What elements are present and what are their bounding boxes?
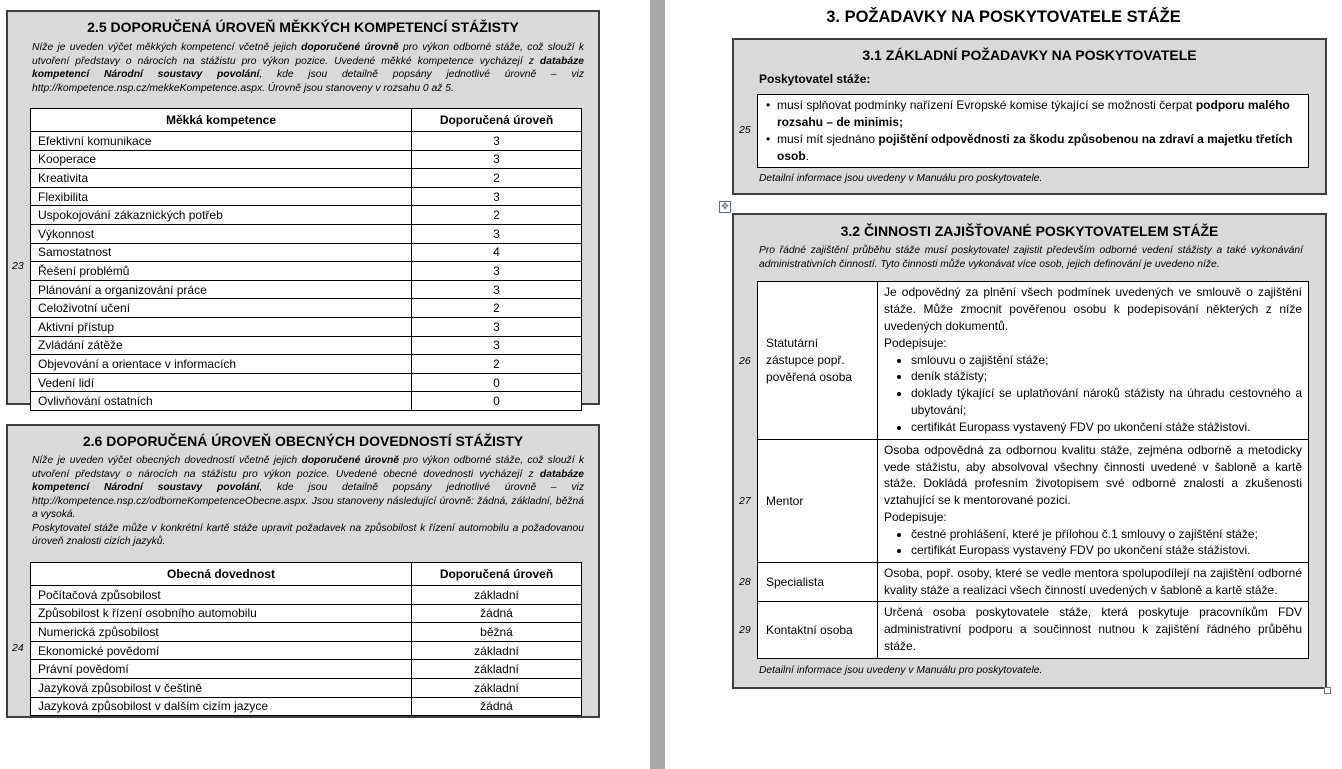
- table-row: [31, 678, 582, 697]
- general-skills-title: 2.6 DOPORUČENÁ ÚROVEŇ OBECNÝCH DOVEDNOSTÍ STÁŽISTY: [82, 433, 524, 449]
- skill-name: Zvládání zátěže: [31, 336, 412, 355]
- skill-level: 0: [412, 373, 582, 392]
- skill-level: žádná: [412, 697, 582, 716]
- basic-note: Detailní informace jsou uvedeny v Manuálu pro poskytovatele.: [759, 173, 1043, 184]
- skill-level: 0: [412, 392, 582, 411]
- skill-name: Plánování a organizování práce: [31, 280, 412, 299]
- text-run: .: [805, 149, 810, 163]
- general-skills-intro-2: Poskytovatel stáže může v konkrétní kartě stáže upravit požadavek na způsobilost k řízení automobilu a požadovanou úroveň znalosti cizích jazyků.: [32, 522, 584, 547]
- skill-level: 4: [412, 243, 582, 262]
- skill-level: 3: [412, 132, 582, 151]
- soft-skills-box: [6, 10, 600, 409]
- signs-list: [884, 352, 1302, 436]
- right-page: [665, 0, 1342, 769]
- table-row: [31, 623, 582, 642]
- emphasis-text: doporučené úrovně: [301, 455, 399, 466]
- skill-level: běžná: [412, 623, 582, 642]
- signs-list-item: • certifikát Europass vystavený FDV po ukončení stáže stážistovi.: [911, 542, 1302, 559]
- table-row: [31, 641, 582, 660]
- skill-name: Flexibilita: [31, 187, 412, 206]
- skill-level: základní: [412, 641, 582, 660]
- skill-level: 2: [412, 206, 582, 225]
- signs-list-item: • deník stážisty;: [911, 368, 1302, 385]
- signs-list-item: • čestné prohlášení, které je přílohou č.1 smlouvy o zajištění stáže;: [911, 526, 1302, 543]
- requirement-item: [766, 97, 1300, 131]
- table-row: [31, 132, 582, 151]
- basic-requirements-box: [732, 38, 1327, 195]
- activities-note: Detailní informace jsou uvedeny v Manuálu pro poskytovatele.: [759, 665, 1043, 676]
- role-desc-text: Určená osoba poskytovatele stáže, která poskytuje pracovníkům FDV administrativní podporu a součinnost nutnou k zajištění řádného průběhu stáže.: [884, 605, 1302, 653]
- col-header-level: Doporučená úroveň: [412, 563, 582, 586]
- table-row: [31, 336, 582, 355]
- skill-name: Kooperace: [31, 150, 412, 169]
- activities-box: [732, 213, 1327, 689]
- skill-level: základní: [412, 586, 582, 605]
- table-row: [31, 206, 582, 225]
- role-description: [878, 440, 1309, 563]
- row-number: 24: [12, 642, 24, 654]
- skill-name: Způsobilost k řízení osobního automobilu: [31, 604, 412, 623]
- skill-level: 3: [412, 317, 582, 336]
- row-number: 25: [739, 124, 751, 136]
- signs-label: Podepisuje:: [884, 509, 947, 524]
- role-name: Specialista: [758, 563, 878, 602]
- chapter-title: 3. POŽADAVKY NA POSKYTOVATELE STÁŽE: [826, 8, 1181, 26]
- requirement-item: [766, 131, 1300, 165]
- skill-name: Ovlivňování ostatních: [31, 392, 412, 411]
- text-run: pro výkon odborné stáže, což slouží k utvoření představy o nárocích na stážistu pro výkon pozice. Uvedené měkké kompetence vycházejí z: [32, 42, 585, 67]
- table-row: [31, 660, 582, 679]
- general-skills-table: [30, 562, 582, 716]
- emphasis-text: databáze kompetencí Národní soustavy povolání: [32, 468, 584, 493]
- table-row: [31, 243, 582, 262]
- skill-level: žádná: [412, 604, 582, 623]
- skill-level: 2: [412, 355, 582, 374]
- col-header-skill: Obecná dovednost: [31, 563, 412, 586]
- resize-handle-icon[interactable]: [1324, 687, 1331, 694]
- general-skills-intro: [32, 454, 584, 522]
- skill-name: Samostatnost: [31, 243, 412, 262]
- signs-list: [884, 526, 1302, 560]
- skill-name: Efektivní komunikace: [31, 132, 412, 151]
- emphasis-text: podporu malého rozsahu – de minimis;: [777, 98, 1290, 129]
- col-header-skill: Měkká kompetence: [31, 109, 412, 132]
- role-description: [878, 602, 1309, 659]
- basic-requirements-title: 3.1 ZÁKLADNÍ POŽADAVKY NA POSKYTOVATELE: [862, 47, 1197, 63]
- skill-level: 3: [412, 262, 582, 281]
- signs-list-item: • certifikát Europass vystavený FDV po ukončení stáže stážistovi.: [911, 419, 1302, 436]
- skill-name: Počítačová způsobilost: [31, 586, 412, 605]
- text-run: musí splňovat podmínky nařízení Evropské komise týkající se možnosti čerpat: [777, 98, 1196, 112]
- skill-name: Numerická způsobilost: [31, 623, 412, 642]
- soft-skills-table: [30, 108, 582, 411]
- activities-title: 3.2 ČINNOSTI ZAJIŠŤOVANÉ POSKYTOVATELEM STÁŽE: [840, 223, 1219, 239]
- signs-label: Podepisuje:: [884, 335, 947, 350]
- skill-level: základní: [412, 660, 582, 679]
- table-row: [31, 373, 582, 392]
- role-description: [878, 282, 1309, 440]
- text-run: , kde jsou detailně popsány jednotlivé úrovně – viz http://kompetence.nsp.cz/odborneKompetenceObecne.aspx. Jsou stanoveny následující úrovně: žádná, základní, běžná a vysoká.: [32, 482, 584, 520]
- signs-list-item: • smlouvu o zajištění stáže;: [911, 352, 1302, 369]
- skill-name: Jazyková způsobilost v dalším cizím jazyce: [31, 697, 412, 716]
- table-row: [31, 187, 582, 206]
- page-gutter: [650, 0, 665, 769]
- table-row: [31, 169, 582, 188]
- skill-level: základní: [412, 678, 582, 697]
- general-skills-box: [6, 424, 600, 718]
- table-row: [31, 355, 582, 374]
- skill-name: Vedení lidí: [31, 373, 412, 392]
- skill-level: 3: [412, 280, 582, 299]
- role-desc-text: Osoba odpovědná za odbornou kvalitu stáže, zejména odborně a metodicky vede stážistu, aby absolvoval všechny činnosti uvedené v šabloně a kartě stáže. Dokládá profesním životopisem své odborné znalosti a zkušenosti vztahující se k mentorované pozici.: [884, 442, 1302, 508]
- skill-name: Celoživotní učení: [31, 299, 412, 318]
- table-row: [31, 317, 582, 336]
- table-move-handle-icon[interactable]: ✥: [719, 201, 731, 213]
- table-row: [31, 586, 582, 605]
- role-desc-text: Osoba, popř. osoby, které se vedle mentora spolupodílejí na zajištění odborné kvality stáže a realizaci všech činností uvedených v šabloně a kartě stáže.: [884, 565, 1302, 597]
- emphasis-text: databáze kompetencí Národní soustavy povolání: [32, 55, 584, 80]
- table-row: [31, 697, 582, 716]
- text-run: pro výkon odborné stáže, což slouží k utvoření představy o nárocích na stážistu pro výkon pozice. Uvedené obecné dovednosti vycházejí z: [32, 455, 584, 480]
- role-name: Statutární zástupce popř. pověřená osoba: [758, 282, 878, 440]
- left-page: [0, 0, 650, 769]
- skill-name: Výkonnost: [31, 224, 412, 243]
- role-row: [758, 440, 1309, 563]
- table-row: [31, 150, 582, 169]
- role-row: [758, 602, 1309, 659]
- table-row: [31, 299, 582, 318]
- table-row: [31, 224, 582, 243]
- emphasis-text: pojištění odpovědnosti za škodu způsobenou na zdraví a majetku třetích osob: [777, 132, 1293, 163]
- skill-level: 3: [412, 336, 582, 355]
- skill-name: Řešení problémů: [31, 262, 412, 281]
- soft-skills-intro: [32, 41, 584, 95]
- activities-intro: Pro řádné zajištění průběhu stáže musí poskytovatel zajistit především odborné vedení stážisty a také vykonávání administrativních činností. Tyto činnosti může vykonávat více osob, jejich definování je uvedeno níže.: [759, 245, 1303, 270]
- skill-name: Uspokojování zákaznických potřeb: [31, 206, 412, 225]
- table-row: [31, 280, 582, 299]
- text-run: Níže je uveden výčet obecných dovedností včetně jejich: [32, 455, 302, 466]
- text-run: , kde jsou detailně popsány jednotlivé úrovně – viz http://kompetence.nsp.cz/mekkeKompetence.aspx. Úrovně jsou stanoveny v rozsahu 0 až 5.: [32, 69, 584, 94]
- col-header-level: Doporučená úroveň: [412, 109, 582, 132]
- skill-level: 2: [412, 299, 582, 318]
- requirements-list: [757, 94, 1309, 168]
- skill-level: 3: [412, 224, 582, 243]
- text-run: musí mít sjednáno: [777, 132, 879, 146]
- skill-name: Ekonomické povědomí: [31, 641, 412, 660]
- roles-table: [757, 281, 1309, 659]
- role-row: [758, 282, 1309, 440]
- table-row: [31, 604, 582, 623]
- row-number: 27: [739, 495, 751, 507]
- skill-level: 3: [412, 187, 582, 206]
- row-number: 23: [12, 260, 24, 272]
- skill-name: Jazyková způsobilost v češtině: [31, 678, 412, 697]
- row-number: 29: [739, 624, 751, 636]
- text-run: Níže je uveden výčet měkkých kompetencí včetně jejich: [32, 42, 302, 53]
- skill-name: Kreativita: [31, 169, 412, 188]
- skill-level: 3: [412, 150, 582, 169]
- skill-name: Objevování a orientace v informacích: [31, 355, 412, 374]
- soft-skills-title: 2.5 DOPORUČENÁ ÚROVEŇ MĚKKÝCH KOMPETENCÍ STÁŽISTY: [87, 19, 519, 35]
- role-desc-text: Je odpovědný za plnění všech podmínek uvedených ve smlouvě o zajištění stáže. Může zmocnit pověřenou osobu k podepisování některých z níže uvedených dokumentů.: [884, 285, 1302, 333]
- row-number: 28: [739, 576, 751, 588]
- table-row: [31, 392, 582, 411]
- role-name: Kontaktní osoba: [758, 602, 878, 659]
- role-row: [758, 563, 1309, 602]
- skill-name: Aktivní přístup: [31, 317, 412, 336]
- role-name: Mentor: [758, 440, 878, 563]
- emphasis-text: doporučené úrovně: [301, 42, 399, 53]
- row-number: 26: [739, 354, 751, 367]
- table-row: [31, 262, 582, 281]
- requirements-cell: [758, 95, 1309, 168]
- provider-label: Poskytovatel stáže:: [759, 72, 871, 86]
- skill-level: 2: [412, 169, 582, 188]
- signs-list-item: • doklady týkající se uplatňování nároků stážisty na úhradu cestovného a ubytování;: [911, 385, 1302, 419]
- skill-name: Právní povědomí: [31, 660, 412, 679]
- role-description: [878, 563, 1309, 602]
